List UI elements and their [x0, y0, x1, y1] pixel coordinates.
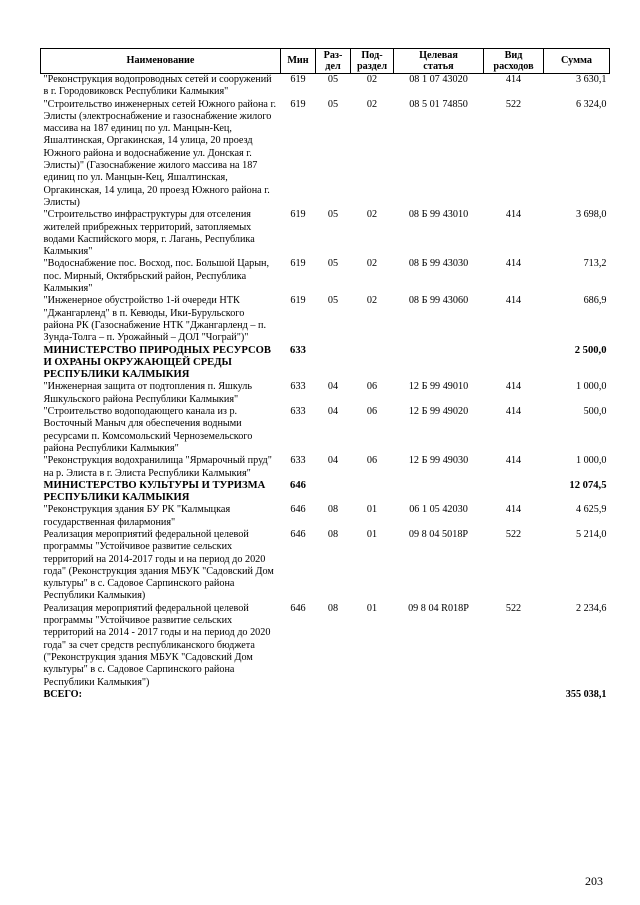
cell-name: "Строительство инженерных сетей Южного района г. Элисты (электроснабжение и газоснабжение жилого массива на 187 единиц по ул. Манцын-Кец, Яшалтинская, Оргакинская, 14 улица, 20 проезд Южного района и водоснабжение ул. Донская г. Элисты)" (Газоснабжение жилого массива на 187 единиц по ул. Манцын-Кец, Яшалтинская, Оргакинская, 14 улица, 20 проезд Южного района г. Элисты): [43, 98, 277, 208]
cell-podrazdel: 01: [366, 602, 378, 614]
cell-razdel: [316, 345, 351, 382]
table-row: [41, 74, 610, 99]
document-sheet: [40, 48, 609, 701]
cell-razdel: 05: [327, 98, 339, 110]
cell-celevaya: 09 8 04 5018Р: [408, 528, 469, 540]
header-vid: Вид расходов: [484, 49, 544, 74]
cell-celevaya: 06 1 05 42030: [409, 504, 468, 516]
cell-min: 646: [290, 528, 306, 540]
table-row: [41, 504, 610, 529]
cell-min: 619: [290, 258, 306, 270]
table-row: [41, 295, 610, 344]
cell-celevaya: 09 8 04 R018Р: [408, 602, 469, 614]
cell-vid: 414: [505, 381, 522, 393]
cell-celevaya: 12 Б 99 49020: [408, 406, 469, 418]
cell-podrazdel: 06: [366, 381, 378, 393]
cell-vid: 522: [505, 602, 522, 614]
cell-vid: 414: [505, 406, 522, 418]
cell-podrazdel: 01: [366, 504, 378, 516]
header-name: Наименование: [41, 49, 281, 74]
cell-razdel: 08: [327, 528, 339, 540]
cell-razdel: [316, 480, 351, 505]
cell-podrazdel: 06: [366, 406, 378, 418]
header-summa: Сумма: [544, 49, 610, 74]
cell-celevaya: 08 5 01 74850: [409, 98, 468, 110]
cell-podrazdel: 06: [366, 455, 378, 467]
cell-min: 633: [290, 406, 306, 418]
cell-celevaya: 08 Б 99 43060: [408, 295, 469, 307]
cell-summa: 713,2: [583, 258, 607, 270]
table-row: [41, 455, 610, 480]
ministry-row: [41, 480, 610, 505]
cell-name: "Инженерная защита от подтопления п. Яшкуль Яшкульского района Республики Калмыкия": [43, 381, 253, 405]
cell-name: "Инженерное обустройство 1-й очереди НТК "Джангарленд" в п. Кевюды, Ики-Бурульского района РК (Газоснабжение НТК "Джангарленд – п. Зунда-Толга – п. Урожайный – ДОЛ "Чограй")": [43, 295, 267, 344]
cell-min: 646: [290, 504, 306, 516]
table-row: [41, 381, 610, 406]
cell-vid: 414: [505, 209, 522, 221]
cell-name: Реализация мероприятий федеральной целевой программы "Устойчивое развитие сельских территорий на 2014-2017 годы и на период до 2020 года" (Реконструкция здания МБУК "Садовский Дом культуры" в с. Садовое Сарпинского района Республики Калмыкия): [43, 528, 274, 602]
cell-razdel: 08: [327, 602, 339, 614]
cell-min: 619: [290, 209, 306, 221]
cell-razdel: 08: [327, 504, 339, 516]
cell-podrazdel: [351, 480, 394, 505]
cell-celevaya: [394, 480, 484, 505]
cell-razdel: 04: [327, 455, 339, 467]
table-row: [41, 258, 610, 295]
cell-razdel: 05: [327, 295, 339, 307]
cell-podrazdel: 02: [366, 98, 378, 110]
cell-min: 619: [290, 295, 306, 307]
cell-celevaya: 08 Б 99 43010: [408, 209, 469, 221]
cell-summa: 1 000,0: [575, 381, 607, 393]
budget-table: [40, 48, 610, 701]
cell-summa: 500,0: [583, 406, 607, 418]
cell-min: 633: [290, 455, 306, 467]
header-podrazdel: Под- раздел: [351, 49, 394, 74]
cell-name: "Строительство инфраструктуры для отселения жителей прибрежных территорий, затопляемых водами Каспийского моря, г. Лагань, Республика Калмыкия": [43, 209, 255, 258]
empty-cell: [394, 689, 484, 701]
cell-summa: 4 625,9: [575, 504, 607, 516]
cell-razdel: 05: [327, 209, 339, 221]
table-row: [41, 603, 610, 689]
cell-min: 619: [290, 74, 306, 85]
cell-name: "Реконструкция водопроводных сетей и сооружений в г. Городовиковск Республики Калмыкия": [43, 74, 272, 98]
cell-summa: 2 234,6: [575, 602, 607, 614]
cell-vid: 522: [505, 528, 522, 540]
cell-name: "Строительство водоподающего канала из р. Восточный Маныч для обеспечения водными ресурсами п. Комсомольский Черноземельского района Республики Калмыкия": [43, 406, 253, 454]
total-row: [41, 689, 610, 701]
cell-podrazdel: 02: [366, 209, 378, 221]
cell-min: 633: [290, 381, 306, 393]
table-row: [41, 209, 610, 258]
total-sum: 355 038,1: [565, 688, 607, 700]
empty-cell: [351, 689, 394, 701]
cell-razdel: 04: [327, 381, 339, 393]
cell-celevaya: 12 Б 99 49030: [408, 455, 469, 467]
cell-summa: 2 500,0: [574, 344, 607, 356]
cell-celevaya: 08 1 07 43020: [409, 74, 468, 85]
cell-min: 619: [290, 98, 306, 110]
cell-podrazdel: 02: [366, 74, 378, 85]
cell-name: МИНИСТЕРСТВО КУЛЬТУРЫ И ТУРИЗМА РЕСПУБЛИКИ КАЛМЫКИЯ: [43, 479, 266, 504]
ministry-row: [41, 345, 610, 382]
cell-name: МИНИСТЕРСТВО ПРИРОДНЫХ РЕСУРСОВ И ОХРАНЫ ОКРУЖАЮЩЕЙ СРЕДЫ РЕСПУБЛИКИ КАЛМЫКИЯ: [43, 344, 271, 381]
cell-podrazdel: [351, 345, 394, 382]
empty-cell: [316, 689, 351, 701]
empty-cell: [484, 689, 544, 701]
cell-summa: 686,9: [583, 295, 607, 307]
empty-cell: [281, 689, 316, 701]
cell-celevaya: 08 Б 99 43030: [408, 258, 469, 270]
header-celevaya: Целевая статья: [394, 49, 484, 74]
header-min: Мин: [281, 49, 316, 74]
cell-vid: 414: [505, 295, 522, 307]
cell-min: 646: [290, 479, 306, 491]
cell-min: 633: [290, 344, 306, 356]
cell-razdel: 04: [327, 406, 339, 418]
cell-summa: 1 000,0: [575, 455, 607, 467]
header-razdel: Раз- дел: [316, 49, 351, 74]
cell-razdel: 05: [327, 74, 339, 85]
cell-celevaya: [394, 345, 484, 382]
cell-summa: 6 324,0: [575, 98, 607, 110]
total-label: ВСЕГО:: [43, 688, 82, 700]
cell-razdel: 05: [327, 258, 339, 270]
table-header-row: [41, 49, 610, 74]
cell-celevaya: 12 Б 99 49010: [408, 381, 469, 393]
cell-name: Реализация мероприятий федеральной целевой программы "Устойчивое развитие сельских территорий на 2014 - 2017 годы и на период до 2020 года" за счет средств республиканского бюджета ("Реконструкция здания МБУК "Садовский Дом культуры" в с. Садовое Сарпинского района Республики Калмыкия"): [43, 602, 271, 688]
cell-min: 646: [290, 602, 306, 614]
cell-vid: [484, 345, 544, 382]
table-row: [41, 406, 610, 455]
cell-summa: 3 630,1: [575, 74, 607, 85]
cell-vid: 414: [505, 455, 522, 467]
cell-summa: 12 074,5: [569, 479, 607, 491]
cell-vid: [484, 480, 544, 505]
cell-summa: 5 214,0: [575, 528, 607, 540]
cell-vid: 414: [505, 504, 522, 516]
cell-podrazdel: 02: [366, 258, 378, 270]
cell-summa: 3 698,0: [575, 209, 607, 221]
cell-podrazdel: 02: [366, 295, 378, 307]
cell-vid: 414: [505, 258, 522, 270]
cell-name: "Реконструкция водохранилища "Ярмарочный пруд" на р. Элиста в г. Элиста Республики Калмыкия": [43, 455, 272, 479]
cell-name: "Водоснабжение пос. Восход, пос. Большой Царын, пос. Мирный, Октябрьский район, Республика Калмыкия": [43, 258, 270, 295]
cell-name: "Реконструкция здания БУ РК "Калмыцкая государственная филармония": [43, 504, 231, 528]
cell-podrazdel: 01: [366, 528, 378, 540]
page-number: 203: [585, 874, 603, 888]
cell-vid: 522: [505, 98, 522, 110]
table-row: [41, 529, 610, 603]
table-row: [41, 99, 610, 210]
cell-vid: 414: [505, 74, 522, 85]
